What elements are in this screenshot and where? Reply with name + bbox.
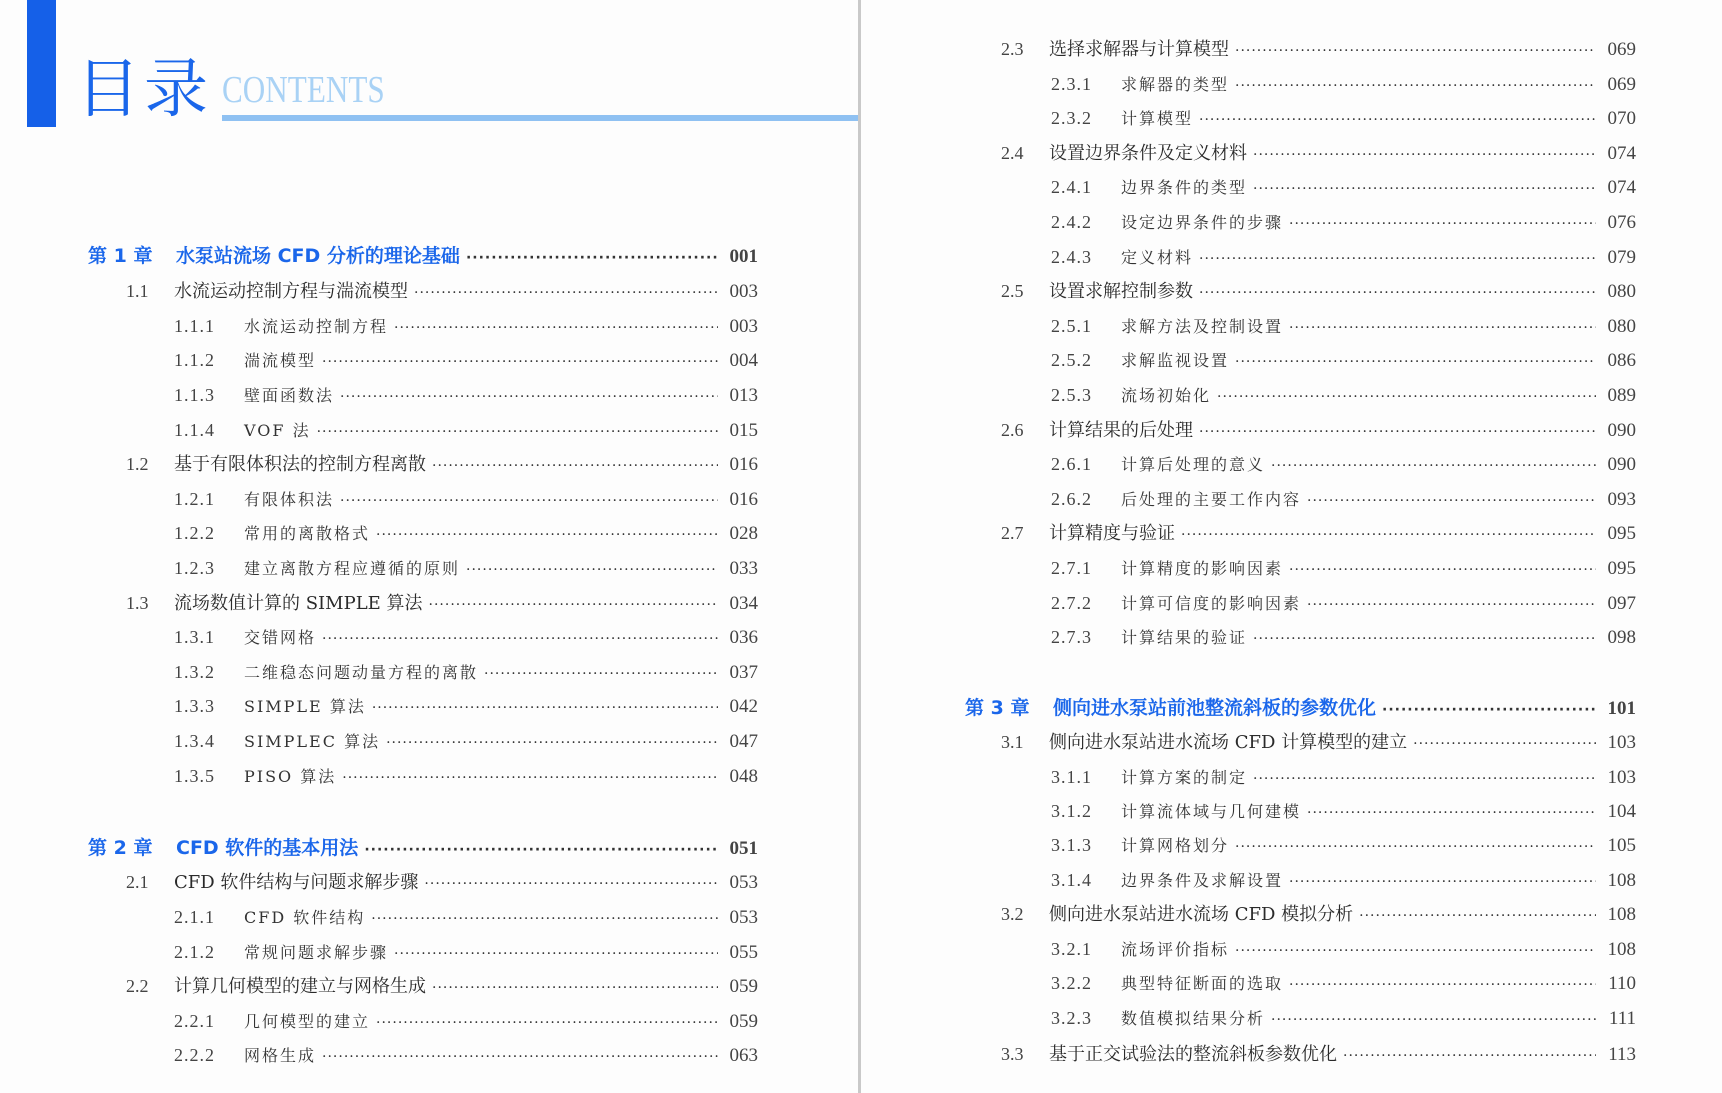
section-number: 3.1 bbox=[1001, 732, 1024, 752]
page-number: 108 bbox=[1607, 939, 1636, 960]
leader-dots bbox=[1235, 347, 1596, 377]
entry-title: 定义材料 bbox=[1121, 248, 1194, 267]
toc-section-entry[interactable] bbox=[1001, 518, 1636, 548]
subsection-number: 2.5.3 bbox=[1051, 385, 1092, 405]
entry-title: 基于有限体积法的控制方程离散 bbox=[174, 454, 426, 475]
page-number: 080 bbox=[1607, 316, 1636, 337]
leader-dots bbox=[432, 973, 718, 1003]
header-accent-bar bbox=[27, 0, 56, 127]
toc-subsection-entry[interactable] bbox=[1051, 865, 1636, 895]
entry-title: 侧向进水泵站进水流场 CFD 模拟分析 bbox=[1049, 904, 1354, 925]
page-number: 110 bbox=[1608, 973, 1636, 994]
leader-dots bbox=[1343, 1041, 1596, 1071]
leader-dots bbox=[376, 520, 718, 550]
page-number: 063 bbox=[729, 1045, 758, 1066]
leader-dots bbox=[317, 417, 718, 447]
subsection-number: 2.1.1 bbox=[174, 907, 215, 927]
chapter-number: 第 2 章 bbox=[88, 837, 153, 859]
entry-title: 边界条件及求解设置 bbox=[1121, 871, 1284, 890]
leader-dots bbox=[1289, 555, 1596, 585]
toc-subsection-entry[interactable] bbox=[1051, 553, 1636, 583]
leader-dots bbox=[1235, 71, 1596, 101]
subsection-number: 2.2.1 bbox=[174, 1011, 215, 1031]
toc-subsection-entry[interactable] bbox=[1051, 69, 1636, 99]
leader-dots bbox=[1289, 313, 1596, 343]
subsection-number: 3.1.1 bbox=[1051, 767, 1092, 787]
subsection-number: 3.1.2 bbox=[1051, 801, 1092, 821]
entry-title: 设置边界条件及定义材料 bbox=[1049, 143, 1247, 164]
toc-title-english: CONTENTS bbox=[222, 69, 385, 111]
entry-title: 流场数值计算的 SIMPLE 算法 bbox=[174, 593, 423, 614]
toc-section-entry[interactable] bbox=[1001, 34, 1636, 64]
toc-section-entry[interactable] bbox=[126, 276, 758, 306]
leader-dots bbox=[340, 486, 718, 516]
page-number: 090 bbox=[1607, 420, 1636, 441]
toc-subsection-entry[interactable] bbox=[174, 415, 758, 445]
subsection-number: 3.2.2 bbox=[1051, 973, 1092, 993]
toc-subsection-entry[interactable] bbox=[1051, 345, 1636, 375]
subsection-number: 1.3.5 bbox=[174, 766, 215, 786]
leader-dots bbox=[414, 278, 718, 308]
section-number: 2.4 bbox=[1001, 143, 1024, 163]
toc-section-entry[interactable] bbox=[126, 867, 758, 897]
page-number: 086 bbox=[1607, 350, 1636, 371]
page-number: 003 bbox=[729, 281, 758, 302]
subsection-number: 1.2.3 bbox=[174, 558, 215, 578]
leader-dots bbox=[1307, 590, 1596, 620]
subsection-number: 2.4.2 bbox=[1051, 212, 1092, 232]
leader-dots bbox=[1253, 624, 1596, 654]
toc-subsection-entry[interactable] bbox=[1051, 796, 1636, 826]
entry-title: CFD 软件的基本用法 bbox=[176, 837, 359, 859]
toc-subsection-entry[interactable] bbox=[174, 311, 758, 341]
subsection-number: 1.1.3 bbox=[174, 385, 215, 405]
leader-dots bbox=[1199, 244, 1596, 274]
page-number: 105 bbox=[1607, 835, 1636, 856]
page-number: 111 bbox=[1608, 1008, 1636, 1029]
leader-dots bbox=[1289, 867, 1596, 897]
page-number: 093 bbox=[1607, 489, 1636, 510]
subsection-number: 2.6.2 bbox=[1051, 489, 1092, 509]
section-number: 2.6 bbox=[1001, 420, 1024, 440]
section-number: 2.5 bbox=[1001, 281, 1024, 301]
entry-title: 计算模型 bbox=[1121, 109, 1194, 128]
leader-dots bbox=[466, 243, 718, 273]
toc-subsection-entry[interactable] bbox=[1051, 207, 1636, 237]
toc-section-entry[interactable] bbox=[1001, 415, 1636, 445]
subsection-number: 2.4.1 bbox=[1051, 177, 1092, 197]
page-number: 089 bbox=[1607, 385, 1636, 406]
entry-title: 侧向进水泵站进水流场 CFD 计算模型的建立 bbox=[1049, 732, 1408, 753]
subsection-number: 1.3.1 bbox=[174, 627, 215, 647]
subsection-number: 1.3.4 bbox=[174, 731, 215, 751]
entry-title: 常规问题求解步骤 bbox=[244, 943, 389, 962]
toc-title: 目录 bbox=[76, 53, 212, 127]
page-number: 004 bbox=[729, 350, 758, 371]
right-page bbox=[861, 0, 1722, 1093]
leader-dots bbox=[372, 693, 718, 723]
entry-title: 计算几何模型的建立与网格生成 bbox=[174, 976, 426, 997]
page-number: 016 bbox=[729, 489, 758, 510]
page-number: 095 bbox=[1607, 558, 1636, 579]
entry-title: 边界条件的类型 bbox=[1121, 178, 1248, 197]
toc-subsection-entry[interactable] bbox=[174, 1006, 758, 1036]
leader-dots bbox=[1307, 486, 1596, 516]
leader-dots bbox=[424, 869, 718, 899]
toc-chapter-entry[interactable] bbox=[88, 833, 758, 863]
toc-subsection-entry[interactable] bbox=[1051, 380, 1636, 410]
entry-title: 湍流模型 bbox=[244, 351, 317, 370]
toc-chapter-entry[interactable] bbox=[965, 693, 1636, 723]
leader-dots bbox=[386, 728, 718, 758]
entry-title: 计算结果的后处理 bbox=[1049, 420, 1193, 441]
page-number: 001 bbox=[729, 246, 758, 267]
toc-subsection-entry[interactable] bbox=[174, 553, 758, 583]
toc-section-entry[interactable] bbox=[126, 449, 758, 479]
toc-subsection-entry[interactable] bbox=[1051, 934, 1636, 964]
section-number: 2.1 bbox=[126, 872, 149, 892]
title-underline bbox=[222, 115, 858, 121]
entry-title: 基于正交试验法的整流斜板参数优化 bbox=[1049, 1044, 1337, 1065]
entry-title: 求解监视设置 bbox=[1121, 351, 1230, 370]
entry-title: 壁面函数法 bbox=[244, 386, 335, 405]
leader-dots bbox=[394, 939, 718, 969]
toc-subsection-entry[interactable] bbox=[174, 380, 758, 410]
subsection-number: 1.1.4 bbox=[174, 420, 215, 440]
leader-dots bbox=[376, 1008, 718, 1038]
leader-dots bbox=[1253, 174, 1596, 204]
toc-section-entry[interactable] bbox=[1001, 276, 1636, 306]
entry-title: CFD 软件结构 bbox=[244, 908, 366, 927]
leader-dots bbox=[340, 382, 718, 412]
section-number: 2.7 bbox=[1001, 523, 1024, 543]
toc-section-entry[interactable] bbox=[126, 588, 758, 618]
page-number: 074 bbox=[1607, 143, 1636, 164]
section-number: 2.3 bbox=[1001, 39, 1024, 59]
entry-title: 后处理的主要工作内容 bbox=[1121, 490, 1302, 509]
section-number: 2.2 bbox=[126, 976, 149, 996]
entry-title: 水泵站流场 CFD 分析的理论基础 bbox=[176, 245, 460, 267]
leader-dots bbox=[371, 904, 718, 934]
page-number: 108 bbox=[1607, 904, 1636, 925]
toc-section-entry[interactable] bbox=[1001, 899, 1636, 929]
toc-subsection-entry[interactable] bbox=[174, 937, 758, 967]
leader-dots bbox=[432, 451, 718, 481]
subsection-number: 2.7.1 bbox=[1051, 558, 1092, 578]
toc-subsection-entry[interactable] bbox=[1051, 172, 1636, 202]
page-number: 108 bbox=[1607, 870, 1636, 891]
subsection-number: 1.1.1 bbox=[174, 316, 215, 336]
entry-title: 计算结果的验证 bbox=[1121, 628, 1248, 647]
page-number: 016 bbox=[729, 454, 758, 475]
leader-dots bbox=[466, 555, 718, 585]
leader-dots bbox=[1199, 278, 1596, 308]
entry-title: 计算方案的制定 bbox=[1121, 768, 1248, 787]
page-number: 047 bbox=[729, 731, 758, 752]
entry-title: 侧向进水泵站前池整流斜板的参数优化 bbox=[1053, 697, 1377, 719]
subsection-number: 2.7.2 bbox=[1051, 593, 1092, 613]
subsection-number: 1.1.2 bbox=[174, 350, 215, 370]
leader-dots bbox=[1253, 140, 1596, 170]
leader-dots bbox=[1289, 209, 1596, 239]
page-number: 036 bbox=[729, 627, 758, 648]
subsection-number: 3.2.3 bbox=[1051, 1008, 1092, 1028]
leader-dots bbox=[1217, 382, 1596, 412]
leader-dots bbox=[1199, 417, 1596, 447]
entry-title: 计算后处理的意义 bbox=[1121, 455, 1266, 474]
page-number: 013 bbox=[729, 385, 758, 406]
subsection-number: 3.2.1 bbox=[1051, 939, 1092, 959]
leader-dots bbox=[394, 313, 718, 343]
entry-title: 选择求解器与计算模型 bbox=[1049, 39, 1229, 60]
page-number: 069 bbox=[1607, 39, 1636, 60]
page-number: 079 bbox=[1607, 247, 1636, 268]
page-number: 103 bbox=[1607, 732, 1636, 753]
page-number: 080 bbox=[1607, 281, 1636, 302]
page-number: 103 bbox=[1607, 767, 1636, 788]
subsection-number: 2.6.1 bbox=[1051, 454, 1092, 474]
leader-dots bbox=[322, 347, 718, 377]
subsection-number: 2.7.3 bbox=[1051, 627, 1092, 647]
toc-subsection-entry[interactable] bbox=[174, 657, 758, 687]
subsection-number: 2.1.2 bbox=[174, 942, 215, 962]
page-number: 095 bbox=[1607, 523, 1636, 544]
entry-title: 计算精度的影响因素 bbox=[1121, 559, 1284, 578]
page-number: 070 bbox=[1607, 108, 1636, 129]
page-number: 074 bbox=[1607, 177, 1636, 198]
entry-title: 二维稳态问题动量方程的离散 bbox=[244, 663, 479, 682]
page-number: 034 bbox=[729, 593, 758, 614]
toc-subsection-entry[interactable] bbox=[174, 518, 758, 548]
toc-subsection-entry[interactable] bbox=[174, 902, 758, 932]
leader-dots bbox=[1413, 729, 1596, 759]
entry-title: 常用的离散格式 bbox=[244, 524, 371, 543]
toc-subsection-entry[interactable] bbox=[1051, 1003, 1636, 1033]
leader-dots bbox=[322, 624, 718, 654]
toc-chapter-entry[interactable] bbox=[88, 241, 758, 271]
toc-subsection-entry[interactable] bbox=[174, 761, 758, 791]
entry-title: 网格生成 bbox=[244, 1046, 317, 1065]
leader-dots bbox=[1181, 520, 1596, 550]
subsection-number: 2.4.3 bbox=[1051, 247, 1092, 267]
toc-subsection-entry[interactable] bbox=[1051, 484, 1636, 514]
page-number: 037 bbox=[729, 662, 758, 683]
entry-title: 流场评价指标 bbox=[1121, 940, 1230, 959]
section-number: 1.3 bbox=[126, 593, 149, 613]
entry-title: 水流运动控制方程 bbox=[244, 317, 389, 336]
entry-title: CFD 软件结构与问题求解步骤 bbox=[174, 872, 419, 893]
toc-section-entry[interactable] bbox=[1001, 727, 1636, 757]
toc-subsection-entry[interactable] bbox=[1051, 830, 1636, 860]
subsection-number: 1.2.2 bbox=[174, 523, 215, 543]
section-number: 3.2 bbox=[1001, 904, 1024, 924]
page-number: 048 bbox=[729, 766, 758, 787]
leader-dots bbox=[1271, 1005, 1596, 1035]
page-number: 015 bbox=[729, 420, 758, 441]
subsection-number: 1.2.1 bbox=[174, 489, 215, 509]
leader-dots bbox=[1235, 36, 1596, 66]
subsection-number: 2.3.2 bbox=[1051, 108, 1092, 128]
left-page bbox=[0, 0, 858, 1093]
page-number: 113 bbox=[1608, 1044, 1636, 1065]
leader-dots bbox=[342, 763, 718, 793]
entry-title: 计算可信度的影响因素 bbox=[1121, 594, 1302, 613]
subsection-number: 2.5.2 bbox=[1051, 350, 1092, 370]
leader-dots bbox=[429, 590, 718, 620]
page-number: 055 bbox=[729, 942, 758, 963]
leader-dots bbox=[1289, 970, 1596, 1000]
entry-title: PISO 算法 bbox=[244, 767, 337, 786]
page-number: 003 bbox=[729, 316, 758, 337]
subsection-number: 1.3.3 bbox=[174, 696, 215, 716]
toc-subsection-entry[interactable] bbox=[1051, 449, 1636, 479]
leader-dots bbox=[1235, 832, 1596, 862]
page-number: 053 bbox=[729, 907, 758, 928]
section-number: 1.2 bbox=[126, 454, 149, 474]
toc-subsection-entry[interactable] bbox=[1051, 968, 1636, 998]
entry-title: 数值模拟结果分析 bbox=[1121, 1009, 1266, 1028]
page-number: 059 bbox=[729, 1011, 758, 1032]
leader-dots bbox=[1382, 695, 1596, 725]
section-number: 3.3 bbox=[1001, 1044, 1024, 1064]
chapter-number: 第 1 章 bbox=[88, 245, 153, 267]
entry-title: 典型特征断面的选取 bbox=[1121, 974, 1284, 993]
toc-subsection-entry[interactable] bbox=[1051, 242, 1636, 272]
toc-section-entry[interactable] bbox=[126, 971, 758, 1001]
subsection-number: 2.2.2 bbox=[174, 1045, 215, 1065]
entry-title: SIMPLE 算法 bbox=[244, 697, 366, 716]
toc-subsection-entry[interactable] bbox=[1051, 588, 1636, 618]
subsection-number: 3.1.3 bbox=[1051, 835, 1092, 855]
entry-title: 建立离散方程应遵循的原则 bbox=[244, 559, 461, 578]
entry-title: 设定边界条件的步骤 bbox=[1121, 213, 1284, 232]
entry-title: SIMPLEC 算法 bbox=[244, 732, 381, 751]
entry-title: 交错网格 bbox=[244, 628, 317, 647]
subsection-number: 2.3.1 bbox=[1051, 74, 1092, 94]
leader-dots bbox=[1307, 798, 1596, 828]
page-number: 104 bbox=[1607, 801, 1636, 822]
page-number: 101 bbox=[1607, 698, 1636, 719]
page-number: 098 bbox=[1607, 627, 1636, 648]
toc-subsection-entry[interactable] bbox=[174, 484, 758, 514]
toc-subsection-entry[interactable] bbox=[174, 1040, 758, 1070]
page-number: 059 bbox=[729, 976, 758, 997]
toc-subsection-entry[interactable] bbox=[1051, 762, 1636, 792]
entry-title: 求解方法及控制设置 bbox=[1121, 317, 1284, 336]
entry-title: 有限体积法 bbox=[244, 490, 335, 509]
page-number: 053 bbox=[729, 872, 758, 893]
page-number: 069 bbox=[1607, 74, 1636, 95]
entry-title: 流场初始化 bbox=[1121, 386, 1212, 405]
subsection-number: 3.1.4 bbox=[1051, 870, 1092, 890]
entry-title: 几何模型的建立 bbox=[244, 1012, 371, 1031]
section-number: 1.1 bbox=[126, 281, 149, 301]
page-number: 076 bbox=[1607, 212, 1636, 233]
leader-dots bbox=[1199, 105, 1596, 135]
leader-dots bbox=[364, 835, 718, 865]
toc-section-entry[interactable] bbox=[1001, 138, 1636, 168]
toc-subsection-entry[interactable] bbox=[174, 726, 758, 756]
toc-subsection-entry[interactable] bbox=[174, 345, 758, 375]
toc-subsection-entry[interactable] bbox=[174, 691, 758, 721]
chapter-number: 第 3 章 bbox=[965, 697, 1030, 719]
leader-dots bbox=[484, 659, 718, 689]
leader-dots bbox=[322, 1042, 718, 1072]
toc-subsection-entry[interactable] bbox=[1051, 103, 1636, 133]
toc-subsection-entry[interactable] bbox=[174, 622, 758, 652]
entry-title: 求解器的类型 bbox=[1121, 75, 1230, 94]
page-number: 097 bbox=[1607, 593, 1636, 614]
entry-title: 设置求解控制参数 bbox=[1049, 281, 1193, 302]
subsection-number: 2.5.1 bbox=[1051, 316, 1092, 336]
toc-subsection-entry[interactable] bbox=[1051, 311, 1636, 341]
entry-title: 计算精度与验证 bbox=[1049, 523, 1175, 544]
entry-title: 水流运动控制方程与湍流模型 bbox=[174, 281, 408, 302]
entry-title: 计算网格划分 bbox=[1121, 836, 1230, 855]
subsection-number: 1.3.2 bbox=[174, 662, 215, 682]
leader-dots bbox=[1235, 936, 1596, 966]
page-number: 090 bbox=[1607, 454, 1636, 475]
page-number: 042 bbox=[729, 696, 758, 717]
page-number: 051 bbox=[729, 838, 758, 859]
toc-subsection-entry[interactable] bbox=[1051, 622, 1636, 652]
page-number: 028 bbox=[729, 523, 758, 544]
leader-dots bbox=[1271, 451, 1596, 481]
entry-title: 计算流体域与几何建模 bbox=[1121, 802, 1302, 821]
toc-section-entry[interactable] bbox=[1001, 1039, 1636, 1069]
leader-dots bbox=[1253, 764, 1596, 794]
entry-title: VOF 法 bbox=[244, 421, 311, 440]
leader-dots bbox=[1359, 901, 1596, 931]
page-number: 033 bbox=[729, 558, 758, 579]
